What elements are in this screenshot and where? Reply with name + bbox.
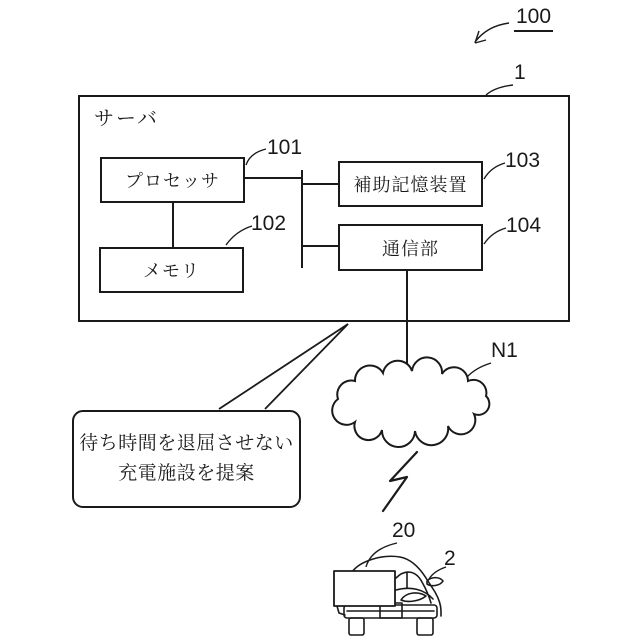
callout-line1: 待ち時間を退屈させない (79, 433, 294, 454)
memory-label: メモリ (143, 261, 200, 281)
leader-ref-1 (486, 85, 513, 95)
memory-box (99, 247, 244, 293)
ref-103: 103 (505, 149, 541, 172)
processor-box (100, 157, 245, 203)
ref-100: 100 (514, 5, 553, 32)
processor-label: プロセッサ (125, 171, 220, 191)
vehicle-icon (334, 556, 443, 635)
ref-101: 101 (267, 136, 303, 159)
comm-box (338, 224, 483, 271)
ref-104: 104 (506, 214, 542, 237)
ref-1: 1 (514, 61, 526, 84)
ref-n1: N1 (491, 339, 518, 362)
storage-label: 補助記憶装置 (353, 175, 468, 195)
leader-ref-20 (366, 543, 397, 567)
ref-20: 20 (392, 519, 416, 542)
callout-line2: 充電施設を提案 (118, 463, 255, 484)
vehicle-display-rect (334, 571, 395, 606)
ref-102: 102 (251, 212, 287, 235)
comm-label: 通信部 (382, 238, 439, 259)
bubble-tail-right (265, 324, 348, 409)
lightning-bolt-icon (383, 452, 417, 511)
network-cloud-icon (332, 357, 489, 447)
ref-2: 2 (444, 547, 456, 570)
server-label: サーバ (94, 108, 159, 130)
callout-bubble (72, 410, 301, 508)
overall-ref-arrow (475, 23, 509, 43)
storage-box (338, 161, 483, 207)
bubble-tail-left (219, 324, 348, 409)
